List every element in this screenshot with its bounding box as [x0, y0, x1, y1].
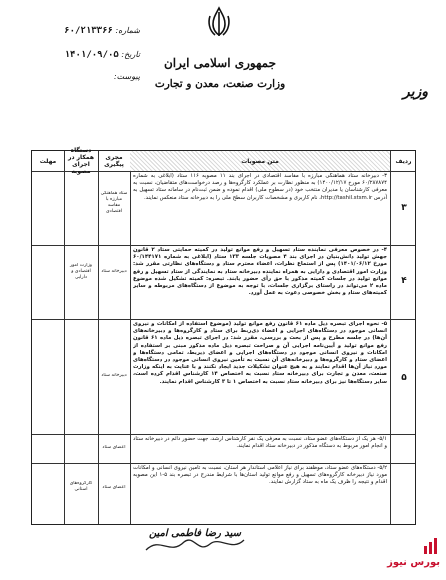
executive-agency: اعضای ستاد — [102, 485, 126, 490]
executive-agency: اعضای ستاد — [102, 445, 126, 450]
resolution-text: ۵/۲- دستگاه‌های عضو ستاد، موظفند برای نیاز اعلامی استاندار هر استان، نسبت به تأمین نیروی انسانی و امکانات مورد نیاز دبیرخانه کارگروه‌های تسهیل و رفع موانع تولید استان‌ها با شرایط مندرج در تبصره بند ۵-۱ این مصوبه اقدام و نتیجه را ظرف یک ماه به ستاد گزارش نمایند. — [133, 465, 387, 486]
row-number: ۳ — [401, 203, 407, 213]
letter-date-value: ۱۴۰۱/۰۹/۰۵ — [64, 50, 119, 60]
row-number: ۴ — [401, 276, 407, 286]
implementing-agency: کارگروه‌های استانی — [69, 481, 93, 492]
letter-number — [10, 26, 140, 36]
letter-number-label: شماره: — [115, 26, 140, 35]
resolution-text: ۳- دبیرخانه ستاد هماهنگی مبارزه با مفاسد اقتصادی در اجرای بند ۱۱ مصوبه ۱۱۶ ستاد (ابلاغی به شماره ۶۰/۲۸۷۸۷۴ مورخ ۱۴۰۰/۱۲/۱۷) به منظور نظارت بر عملکرد کارگروه‌ها و رصد درخواست‌های متقاضیان، نسبت به معرفی کارشناسان یا مدیران منتخب خود (در سطوح ملی) اقدام نموده و ضمن ثبت‌نام در سامانه ستاد تسهیل به آدرس http://tashil.stsm.ir، نام کاربری و مشخصات کاربران سطح ملی را به دبیرخانه ستاد منعکس نمایند. — [133, 173, 387, 201]
implementing-agency: وزارت امور اقتصادی و دارایی — [69, 263, 93, 280]
letter-date — [10, 50, 140, 60]
col-header-text: متن مصوبات — [130, 151, 390, 171]
letter-attachment-label: پیوست: — [113, 72, 140, 81]
letter-number-value: ۶۰/۲۱۳۳۶۶ — [64, 26, 113, 36]
office-title: وزیر — [402, 84, 428, 100]
news-logo-icon — [422, 536, 438, 556]
news-source-label: بورس نیوز — [387, 557, 440, 568]
resolutions-table — [31, 147, 416, 525]
iran-emblem-icon — [206, 6, 232, 38]
row-number: ۵ — [401, 373, 407, 383]
col-header-implementing: دستگاه همکار در اجرای مصوبه — [67, 147, 94, 175]
col-header-executive: مجری پیگیری — [104, 154, 124, 168]
resolution-text: ۵- نحوه اجرای تبصره ذیل ماده ۶۱ قانون رفع موانع تولید (موضوع استفاده از امکانات و نیروی انسانی موجود در دستگاه‌های اجرایی و اعضاء ذی‌ربط برای ستاد و کارگروه‌ها و دبیرخانه‌های آن‌ها) در جلسه مطرح و پس از بحث و بررسی، مقرر شد: در اجرای تبصره ذیل ماده ۶۱ قانون رفع موانع تولید و آیین‌نامه اجرایی آن و صراحت تبصره ذیل ماده مذکور مبنی بر استفاده از امکانات و نیروی انسانی موجود در دستگاه‌های اجرایی و اعضای ذیربط، تمامی دستگاه‌ها و اعضای ستاد و کارگروه‌ها و دبیرخانه‌های آن نسبت به تأمین نیروی انسانی موجود در دستگاه‌های مورد نیاز آن‌ها اقدام نمایند و به هیچ عنوان تشکیلات جدید ایجاد نکنند و با عنایت به اینکه وزارت صنعت، معدن و تجارت برای دبیرخانه ستاد نسبت به اختصاص ۱۴ کارشناس اقدام کرده است، سایر دستگاه‌ها نیز برای دبیرخانه ستاد نسبت به اختصاص ۱ تا ۳ کارشناس اقدام نمایند. — [133, 321, 387, 385]
letter-date-label: تاریخ: — [121, 50, 140, 59]
col-header-row: ردیف — [395, 157, 412, 165]
resolution-text: ۵/۱- هر یک از دستگاه‌های عضو ستاد، نسبت به معرفی یک نفر کارشناس ارشد، جهت حضور دائم در دبیرخانه ستاد و انجام امور مربوط به دستگاه مذکور در دبیرخانه ستاد اقدام نمایند. — [133, 436, 387, 450]
resolution-text: ۴- در خصوص معرفی نماینده ستاد تسهیل و رفع موانع تولید در کمیته حمایتی ستاد ۲ قانون جهش تولید دانش‌بنیان در اجرای بند ۴ مصوبات جلسه ۱۳۳ ستاد (ابلاغی به شماره ۶۰/۱۴۴۱۷۱ مورخ ۱۴۰۱/۰۶/۱۲) پس از استماع نظرات، اعضاء محترم ستاد و دستگاه‌های نظارتی مقرر شد: وزارت امور اقتصادی و دارایی به همراه نماینده دبیرخانه ستاد به نمایندگی از ستاد تسهیل و رفع موانع تولید در جلسات کمیته مذکور با حق رأی حضور یابند. تبصره: کمیته تشکیل شده موضوع ماده ۲ می‌تواند در راستای برگزاری جلسات، با توجه به موضوع از دستگاه‌های مربوطه و سایر کمیته‌های ستاد و بخش خصوصی دعوت به عمل آورد. — [133, 247, 387, 297]
letter-attachment — [10, 72, 140, 82]
col-header-deadline: مهلت — [39, 157, 57, 165]
ministry-title: وزارت صنعت، معدن و تجارت — [154, 78, 286, 90]
signatory-name: سید رضا فاطمی امین — [148, 528, 242, 539]
executive-agency: دبیرخانه ستاد — [101, 269, 127, 274]
government-title: جمهوری اسلامی ایران — [163, 56, 277, 70]
executive-agency: دبیرخانه ستاد — [101, 373, 127, 378]
executive-agency: ستاد هماهنگی مبارزه با مفاسد اقتصادی — [100, 191, 128, 214]
